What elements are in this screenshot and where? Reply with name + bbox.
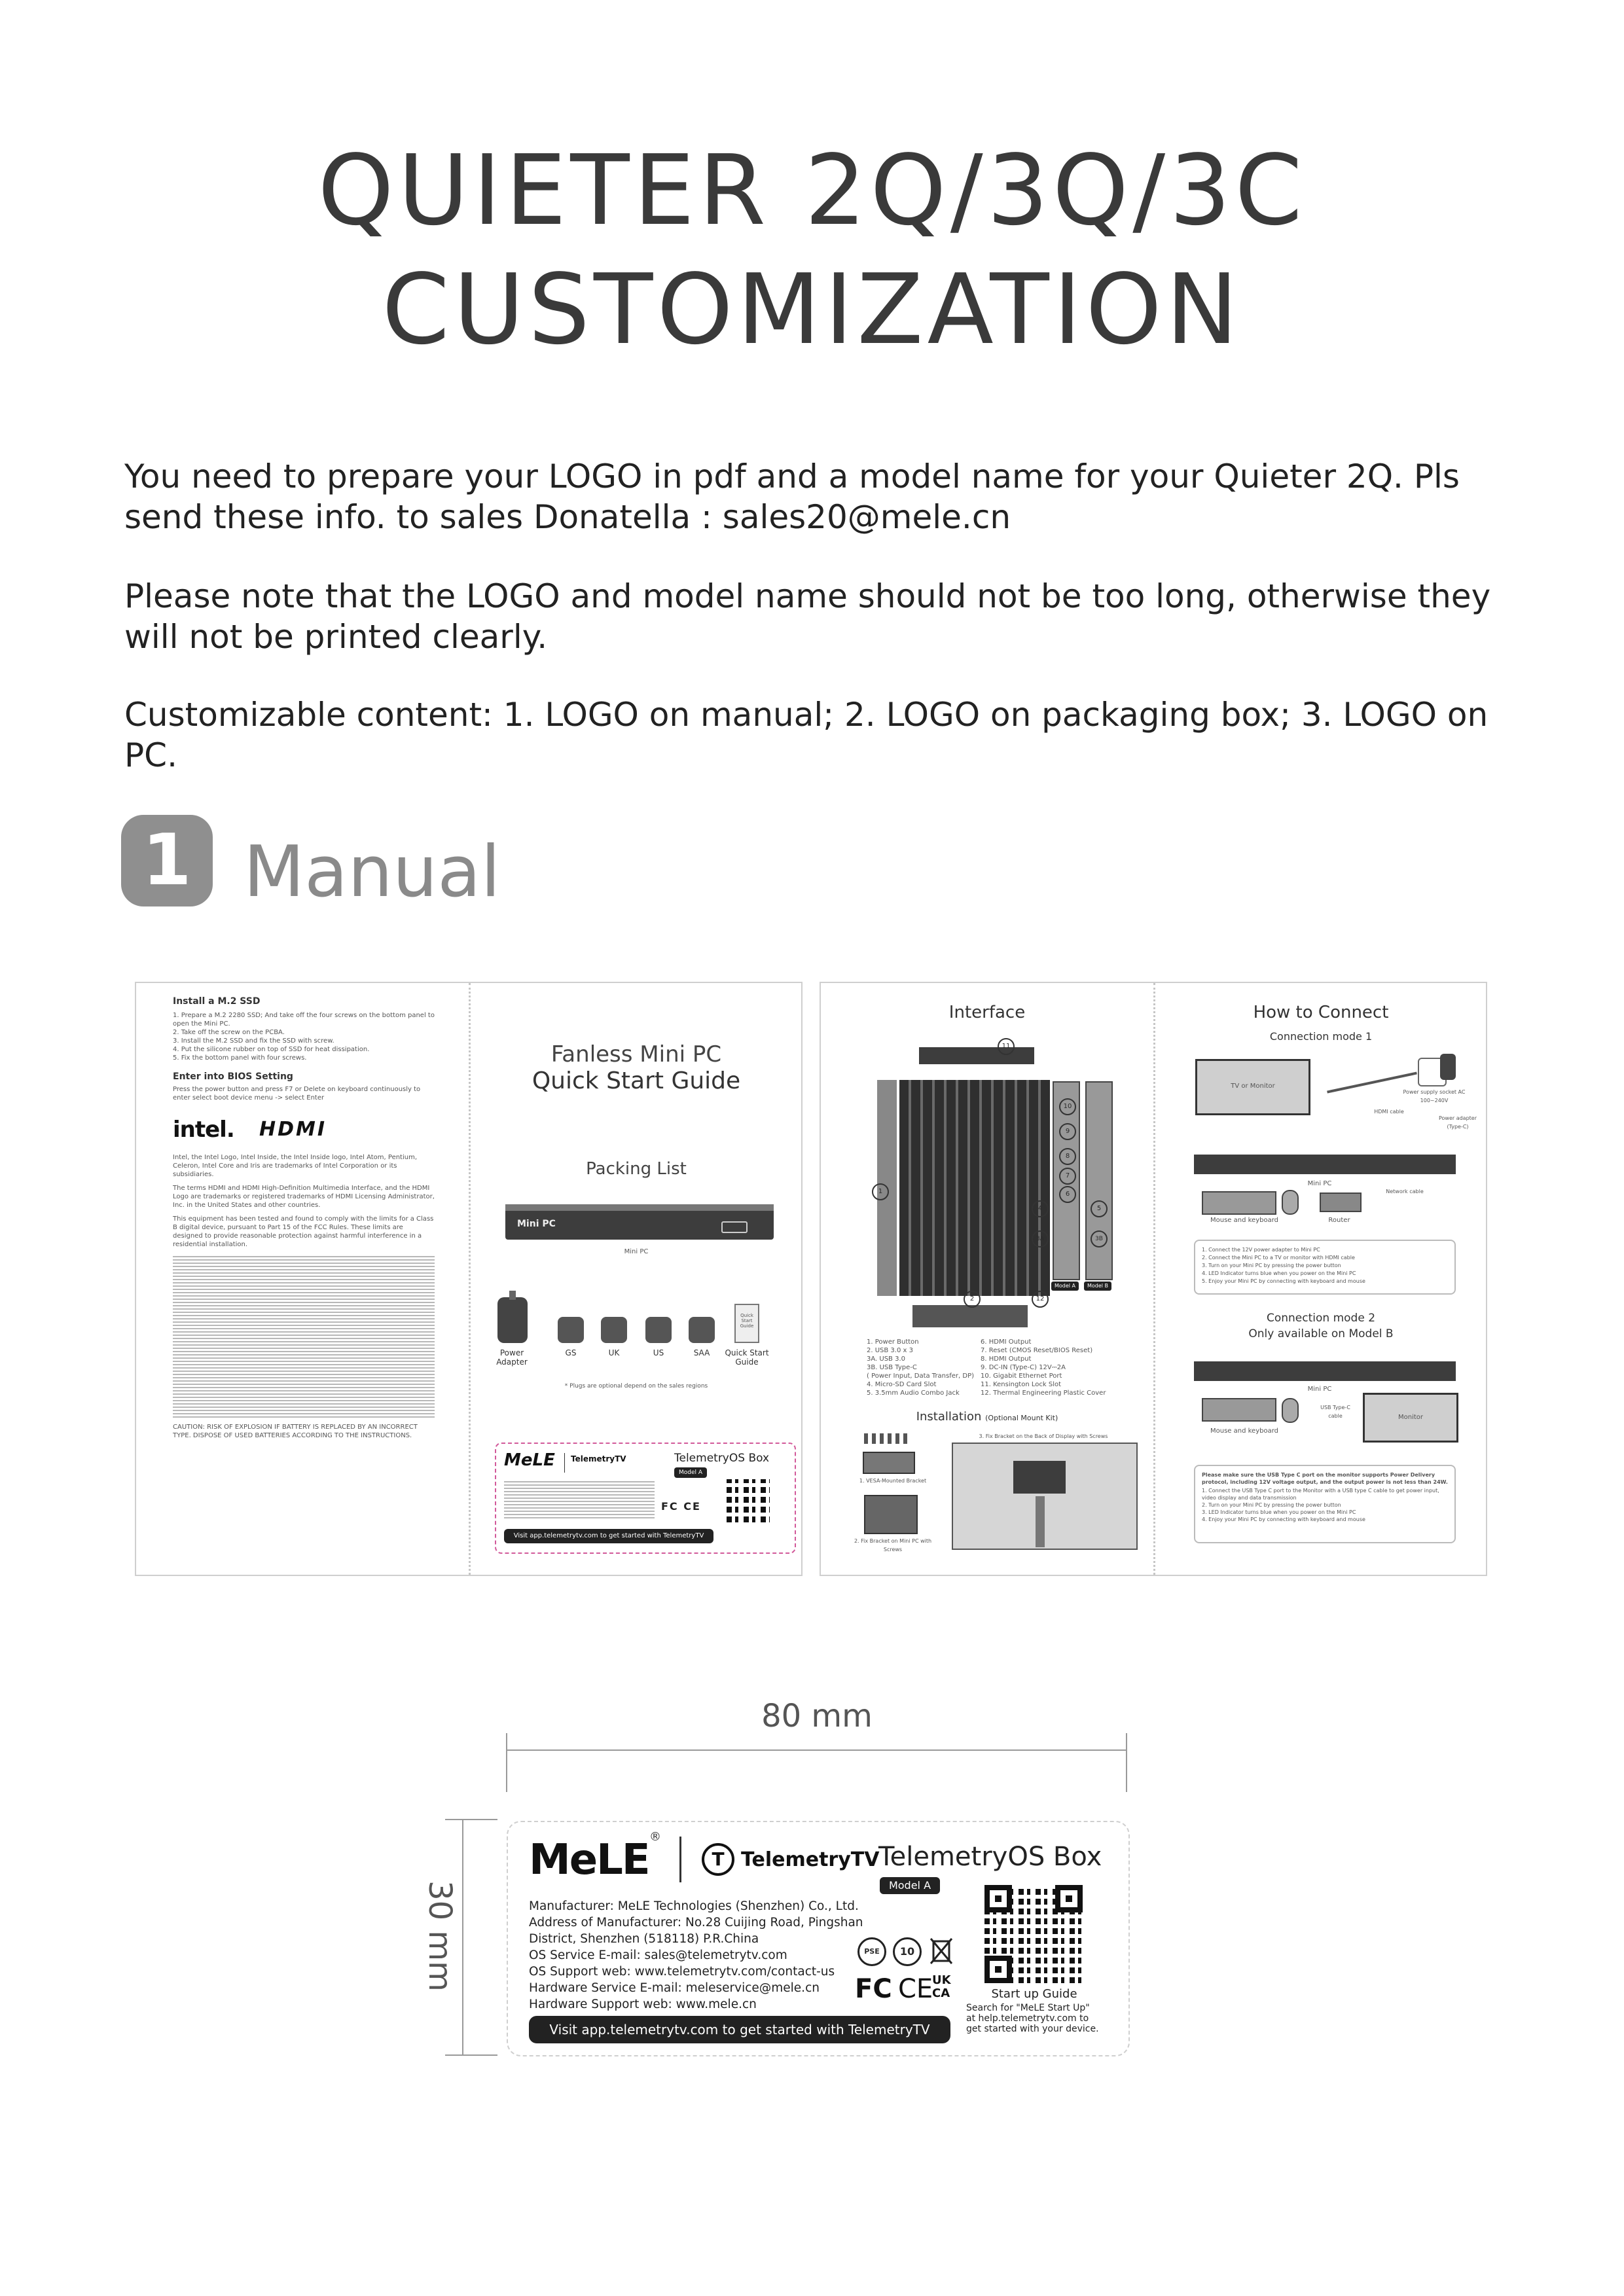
mini-pc-label: Mini PC bbox=[517, 1219, 556, 1229]
model-a-tag: Model A bbox=[1051, 1282, 1079, 1291]
port-item: 2. USB 3.0 x 3 bbox=[867, 1347, 913, 1354]
mode2-step: 2. Turn on your Mini PC by pressing the power button bbox=[1202, 1502, 1341, 1508]
tv-monitor-icon bbox=[1195, 1059, 1310, 1115]
mounted-pc-icon bbox=[1013, 1461, 1066, 1494]
small-label-address-lines bbox=[504, 1479, 655, 1518]
ports-list-right bbox=[981, 1338, 1138, 1397]
port-item: ( Power Input, Data Transfer, DP) bbox=[867, 1372, 974, 1380]
small-label-visit-bar: Visit app.telemetrytv.com to get started with TelemetryTV bbox=[504, 1529, 713, 1543]
bios-text: Press the power button and press F7 or Delete on keyboard continuously to enter select boot device menu -> select Enter bbox=[173, 1086, 421, 1102]
callout-2: 2 bbox=[964, 1291, 981, 1308]
ssd-step: 5. Fix the bottom panel with four screws. bbox=[173, 1054, 307, 1062]
callout-3b: 3B bbox=[1091, 1230, 1108, 1247]
ssd-step: 2. Take off the screw on the PCBA. bbox=[173, 1029, 285, 1036]
connect-title: How to Connect bbox=[1253, 1003, 1389, 1022]
mode1-step: 4. LED Indicator turns blue when you power on the Mini PC bbox=[1202, 1270, 1356, 1276]
accessories-row bbox=[486, 1291, 793, 1369]
gs-plug-icon bbox=[558, 1317, 584, 1343]
intel-logo: intel. bbox=[173, 1117, 234, 1143]
intro-paragraph-2: Please note that the LOGO and model name should not be too long, otherwise they will not be printed clearly. bbox=[124, 577, 1491, 656]
weee-bin-icon bbox=[928, 1935, 954, 1966]
display-back-illustration bbox=[952, 1443, 1138, 1550]
us-plug-icon bbox=[645, 1317, 672, 1343]
model-b-port-panel bbox=[1085, 1081, 1113, 1280]
label-hw-web: Hardware Support web: www.mele.cn bbox=[529, 1998, 757, 2011]
item-uk: UK bbox=[608, 1348, 620, 1357]
callout-9: 9 bbox=[1059, 1123, 1076, 1140]
label-os-web: OS Support web: www.telemetrytv.com/contact-us bbox=[529, 1965, 835, 1979]
router-icon bbox=[1320, 1193, 1362, 1212]
network-cable-label: Network cable bbox=[1386, 1189, 1424, 1194]
width-dimension-tick-right bbox=[1126, 1733, 1127, 1792]
device-top-view bbox=[919, 1047, 1034, 1064]
adapter-plug-icon bbox=[509, 1291, 516, 1300]
callout-1: 1 bbox=[872, 1183, 889, 1200]
screws-icon bbox=[864, 1433, 910, 1444]
port-item: 5. 3.5mm Audio Combo Jack bbox=[867, 1390, 960, 1397]
small-label-preview bbox=[495, 1443, 796, 1554]
width-dimension-label: 80 mm bbox=[761, 1698, 873, 1734]
callout-5: 5 bbox=[1091, 1200, 1108, 1217]
installation-note: (Optional Mount Kit) bbox=[985, 1414, 1058, 1422]
height-dimension-tick-top bbox=[445, 1819, 497, 1820]
fcc-mark: FC bbox=[855, 1974, 892, 2004]
callout-10: 10 bbox=[1059, 1098, 1076, 1115]
brand-logos bbox=[173, 1117, 435, 1145]
small-label-certs: FC CE bbox=[661, 1500, 701, 1513]
small-label-divider bbox=[564, 1453, 565, 1473]
legal-fine-print bbox=[173, 1254, 435, 1418]
keyboard-mode2-label: Mouse and keyboard bbox=[1210, 1427, 1278, 1435]
label-address-block bbox=[529, 1898, 869, 2013]
mode2-steps-box bbox=[1194, 1465, 1456, 1543]
packing-list-title: Packing List bbox=[586, 1159, 687, 1179]
fold-divider-2 bbox=[1153, 983, 1155, 1575]
cover-title: Quick Start Guide bbox=[532, 1067, 741, 1094]
port-item: 12. Thermal Engineering Plastic Cover bbox=[981, 1390, 1106, 1397]
callout-3a: 3A bbox=[1032, 1230, 1049, 1247]
usbc-cable-label: USB Type-C cable bbox=[1320, 1405, 1350, 1419]
interface-column bbox=[821, 983, 1153, 1575]
start-guide-title: Start up Guide bbox=[991, 1987, 1077, 2001]
device-bottom-view bbox=[912, 1305, 1028, 1327]
height-dimension-label: 30 mm bbox=[422, 1880, 458, 1992]
install-step-2: 2. Fix Bracket on Mini PC with Screws bbox=[854, 1538, 932, 1552]
power-adapter-label: Power adapter (Type-C) bbox=[1438, 1115, 1477, 1130]
ports-list-left bbox=[867, 1338, 991, 1397]
display-stand-icon bbox=[1036, 1496, 1045, 1547]
intro-paragraph-3: Customizable content: 1. LOGO on manual; 2. LOGO on packaging box; 3. LOGO on PC. bbox=[124, 696, 1489, 774]
title-line-2: CUSTOMIZATION bbox=[382, 253, 1242, 366]
vesa-bracket-icon bbox=[863, 1452, 915, 1474]
legal-text-battery: CAUTION: RISK OF EXPLOSION IF BATTERY IS REPLACED BY AN INCORRECT TYPE. DISPOSE OF USED BATTERIES ACCORDING TO THE INSTRUCTIONS. bbox=[173, 1424, 418, 1439]
mode2-step: 3. LED Indicator turns blue when you power on the Mini PC bbox=[1202, 1509, 1356, 1515]
legal-text-fcc: This equipment has been tested and found to comply with the limits for a Class B digital device, pursuant to Part 15 of the FCC Rules. These limits are designed to provide reasonable protection against harmful interference in a residential installation. bbox=[173, 1215, 434, 1248]
product-label bbox=[507, 1821, 1130, 2056]
power-adapter-icon bbox=[497, 1297, 528, 1343]
label-brand-logo: MeLE bbox=[529, 1836, 649, 1884]
label-os-email: OS Service E-mail: sales@telemetrytv.com bbox=[529, 1948, 787, 1962]
ce-mark: CE bbox=[898, 1974, 933, 2004]
legal-text-intel: Intel, the Intel Logo, Intel Inside, the Intel Inside logo, Intel Atom, Pentium, Celeron, Intel Core and Iris are trademarks of Intel Corporation or its subsidiaries. bbox=[173, 1154, 418, 1178]
mode2-subtitle: Only available on Model B bbox=[1248, 1327, 1394, 1340]
installation-title-text: Installation bbox=[916, 1410, 982, 1424]
item-gs: GS bbox=[565, 1348, 577, 1357]
saa-plug-icon bbox=[689, 1317, 715, 1343]
title-line-1: QUIETER 2Q/3Q/3C bbox=[317, 134, 1307, 247]
install-step-3: 3. Fix Bracket on the Back of Display with Screws bbox=[979, 1433, 1108, 1439]
port-item: 10. Gigabit Ethernet Port bbox=[981, 1372, 1062, 1380]
document-title bbox=[0, 131, 1624, 369]
item-saa: SAA bbox=[693, 1348, 710, 1357]
mini-pc-top-edge bbox=[505, 1204, 774, 1211]
mode2-step: 4. Enjoy your Mini PC by connecting with keyboard and mouse bbox=[1202, 1516, 1365, 1522]
callout-7: 7 bbox=[1059, 1168, 1076, 1185]
item-power-adapter: Power Adapter bbox=[496, 1348, 528, 1367]
quick-guide-card-icon bbox=[734, 1304, 759, 1343]
port-item: 4. Micro-SD Card Slot bbox=[867, 1381, 937, 1388]
keyboard-icon-2 bbox=[1202, 1398, 1276, 1422]
mode2-step: 1. Connect the USB Type C port to the Monitor with a USB type C cable to get power input, video display and data transmission bbox=[1202, 1488, 1439, 1501]
qr-finder-bottom-left bbox=[984, 1956, 1012, 1983]
label-model-badge: Model A bbox=[880, 1877, 940, 1894]
port-item: 9. DC-IN (Type-C) 12V⎓2A bbox=[981, 1364, 1066, 1371]
callout-12: 12 bbox=[1032, 1291, 1049, 1308]
mode1-step: 2. Connect the Mini PC to a TV or monitor with HDMI cable bbox=[1202, 1255, 1355, 1261]
mode2-note: Please make sure the USB Type C port on the monitor supports Power Delivery protocol, including 12V voltage output, and the output power is not less than 24W. bbox=[1202, 1472, 1448, 1485]
install-step-1: 1. VESA-Mounted Bracket bbox=[859, 1478, 927, 1484]
mini-pc-caption: Mini PC bbox=[624, 1248, 649, 1255]
mode1-step: 1. Connect the 12V power adapter to Mini PC bbox=[1202, 1247, 1320, 1253]
keyboard-label: Mouse and keyboard bbox=[1210, 1217, 1278, 1224]
start-guide-text bbox=[966, 2003, 1113, 2034]
label-qr-code bbox=[984, 1885, 1083, 1983]
bracket-on-pc-icon bbox=[864, 1495, 918, 1534]
model-b-tag: Model B bbox=[1084, 1282, 1111, 1291]
mini-pc-connect-label: Mini PC bbox=[1307, 1180, 1332, 1187]
pse-mark-icon: PSE bbox=[857, 1937, 886, 1966]
bios-title: Enter into BIOS Setting bbox=[173, 1071, 293, 1082]
manual-cover bbox=[479, 983, 793, 1575]
ssd-title: Install a M.2 SSD bbox=[173, 996, 261, 1007]
port-item: 3A. USB 3.0 bbox=[867, 1355, 905, 1363]
mode1-title: Connection mode 1 bbox=[1269, 1030, 1373, 1043]
start-guide-line-3: get started with your device. bbox=[966, 2024, 1099, 2034]
mini-pc-connect-icon bbox=[1194, 1155, 1456, 1174]
item-us: US bbox=[653, 1348, 664, 1357]
keyboard-icon bbox=[1202, 1191, 1276, 1215]
monitor-icon bbox=[1363, 1393, 1458, 1443]
section-number-badge: 1 bbox=[121, 815, 213, 906]
qr-finder-top-left bbox=[984, 1885, 1012, 1912]
start-guide-line-2: at help.telemetrytv.com to bbox=[966, 2013, 1089, 2024]
manual-legal-column bbox=[173, 996, 435, 1440]
qr-finder-top-right bbox=[1055, 1885, 1083, 1912]
plugs-note: * Plugs are optional depend on the sales regions bbox=[564, 1383, 708, 1390]
width-dimension-line bbox=[507, 1749, 1127, 1751]
height-dimension-line bbox=[462, 1820, 463, 2055]
small-label-brand: MeLE bbox=[504, 1450, 555, 1470]
small-label-product: TelemetryOS Box bbox=[674, 1452, 770, 1465]
cover-subtitle: Fanless Mini PC bbox=[550, 1041, 722, 1067]
mini-pc-mode2-icon bbox=[1194, 1361, 1456, 1381]
port-item: 11. Kensington Lock Slot bbox=[981, 1381, 1062, 1388]
mini-pc-illustration bbox=[505, 1204, 774, 1240]
power-adapter-icon-2 bbox=[1440, 1054, 1456, 1080]
uk-plug-icon bbox=[601, 1317, 627, 1343]
small-label-qr-code bbox=[727, 1479, 770, 1522]
tv-label: TV or Monitor bbox=[1231, 1083, 1275, 1090]
legal-text-hdmi: The terms HDMI and HDMI High-Definition Multimedia Interface, and the HDMI Logo are trademarks or registered trademarks of HDMI Licensing Administrator, Inc. in the United States and other countries. bbox=[173, 1185, 435, 1209]
mode1-step: 5. Enjoy your Mini PC by connecting with keyboard and mouse bbox=[1202, 1278, 1365, 1284]
port-item: 1. Power Button bbox=[867, 1338, 919, 1346]
label-manufacturer: Manufacturer: MeLE Technologies (Shenzhen) Co., Ltd. bbox=[529, 1899, 859, 1913]
mode1-step: 3. Turn on your Mini PC by pressing the power button bbox=[1202, 1263, 1341, 1268]
power-socket-label: Power supply socket AC 100~240V bbox=[1403, 1089, 1466, 1103]
device-heatsink bbox=[899, 1080, 1050, 1296]
registered-mark: ® bbox=[649, 1830, 661, 1844]
monitor-label: Monitor bbox=[1398, 1414, 1423, 1421]
mode2-title: Connection mode 2 bbox=[1266, 1312, 1376, 1325]
label-address-line-1: Address of Manufacturer: No.28 Cuijing Road, Pingshan bbox=[529, 1916, 863, 1929]
label-product-name: TelemetryOS Box bbox=[878, 1842, 1102, 1872]
fold-divider bbox=[469, 983, 471, 1575]
ukca-mark: UK CA bbox=[932, 1973, 951, 2000]
guide-card-text: Quick Start Guide bbox=[740, 1313, 754, 1329]
small-label-partner: TelemetryTV bbox=[571, 1454, 626, 1463]
energy-level-icon: 10 bbox=[893, 1937, 922, 1966]
manual-spread-right bbox=[820, 982, 1487, 1576]
power-button-icon bbox=[721, 1221, 748, 1233]
mini-pc-mode2-label: Mini PC bbox=[1307, 1386, 1332, 1393]
label-address-line-2: District, Shenzhen (518118) P.R.China bbox=[529, 1932, 759, 1946]
callout-6: 6 bbox=[1059, 1186, 1076, 1203]
height-dimension-tick-bottom bbox=[445, 2054, 497, 2056]
mode1-steps-box bbox=[1194, 1240, 1456, 1295]
router-label: Router bbox=[1328, 1217, 1350, 1224]
section-title: Manual bbox=[244, 831, 501, 913]
port-item: 7. Reset (CMOS Reset/BIOS Reset) bbox=[981, 1347, 1093, 1354]
mouse-icon bbox=[1282, 1190, 1299, 1215]
start-guide-line-1: Search for "MeLE Start Up" bbox=[966, 2003, 1090, 2013]
label-visit-bar: Visit app.telemetrytv.com to get started with TelemetryTV bbox=[529, 2016, 950, 2043]
manual-spread-left bbox=[135, 982, 803, 1576]
ssd-step: 1. Prepare a M.2 2280 SSD; And take off the four screws on the bottom panel to open the Mini PC. bbox=[173, 1012, 435, 1028]
hdmi-cable-label: HDMI cable bbox=[1374, 1109, 1404, 1115]
item-quick-start-guide: Quick Start Guide bbox=[725, 1348, 769, 1367]
callout-4: 4 bbox=[1032, 1200, 1049, 1217]
small-label-model: Model A bbox=[674, 1467, 707, 1478]
intro-paragraph-1: You need to prepare your LOGO in pdf and a model name for your Quieter 2Q. Pls send these info. to sales Donatella : sales20@mele.cn bbox=[124, 457, 1460, 536]
label-partner-name: TelemetryTV bbox=[741, 1848, 880, 1871]
callout-11: 11 bbox=[998, 1038, 1015, 1055]
port-item: 6. HDMI Output bbox=[981, 1338, 1032, 1346]
ssd-step: 4. Put the silicone rubber on top of SSD for heat dissipation. bbox=[173, 1046, 370, 1053]
mouse-icon-2 bbox=[1282, 1398, 1299, 1423]
interface-title: Interface bbox=[948, 1003, 1026, 1022]
callout-8: 8 bbox=[1059, 1148, 1076, 1165]
telemetry-logo-icon: T bbox=[702, 1843, 734, 1876]
width-dimension-tick-left bbox=[506, 1733, 507, 1792]
weee-bin-svg bbox=[928, 1935, 954, 1966]
port-item: 3B. USB Type-C bbox=[867, 1364, 917, 1371]
hdmi-logo: HDMI bbox=[259, 1118, 327, 1141]
connect-column bbox=[1156, 983, 1486, 1575]
installation-title bbox=[821, 1410, 1153, 1424]
ssd-step: 3. Install the M.2 SSD and fix the SSD with screw. bbox=[173, 1037, 334, 1045]
label-logo-divider bbox=[679, 1837, 681, 1882]
label-hw-email: Hardware Service E-mail: meleservice@mele.cn bbox=[529, 1981, 820, 1995]
port-item: 8. HDMI Output bbox=[981, 1355, 1032, 1363]
